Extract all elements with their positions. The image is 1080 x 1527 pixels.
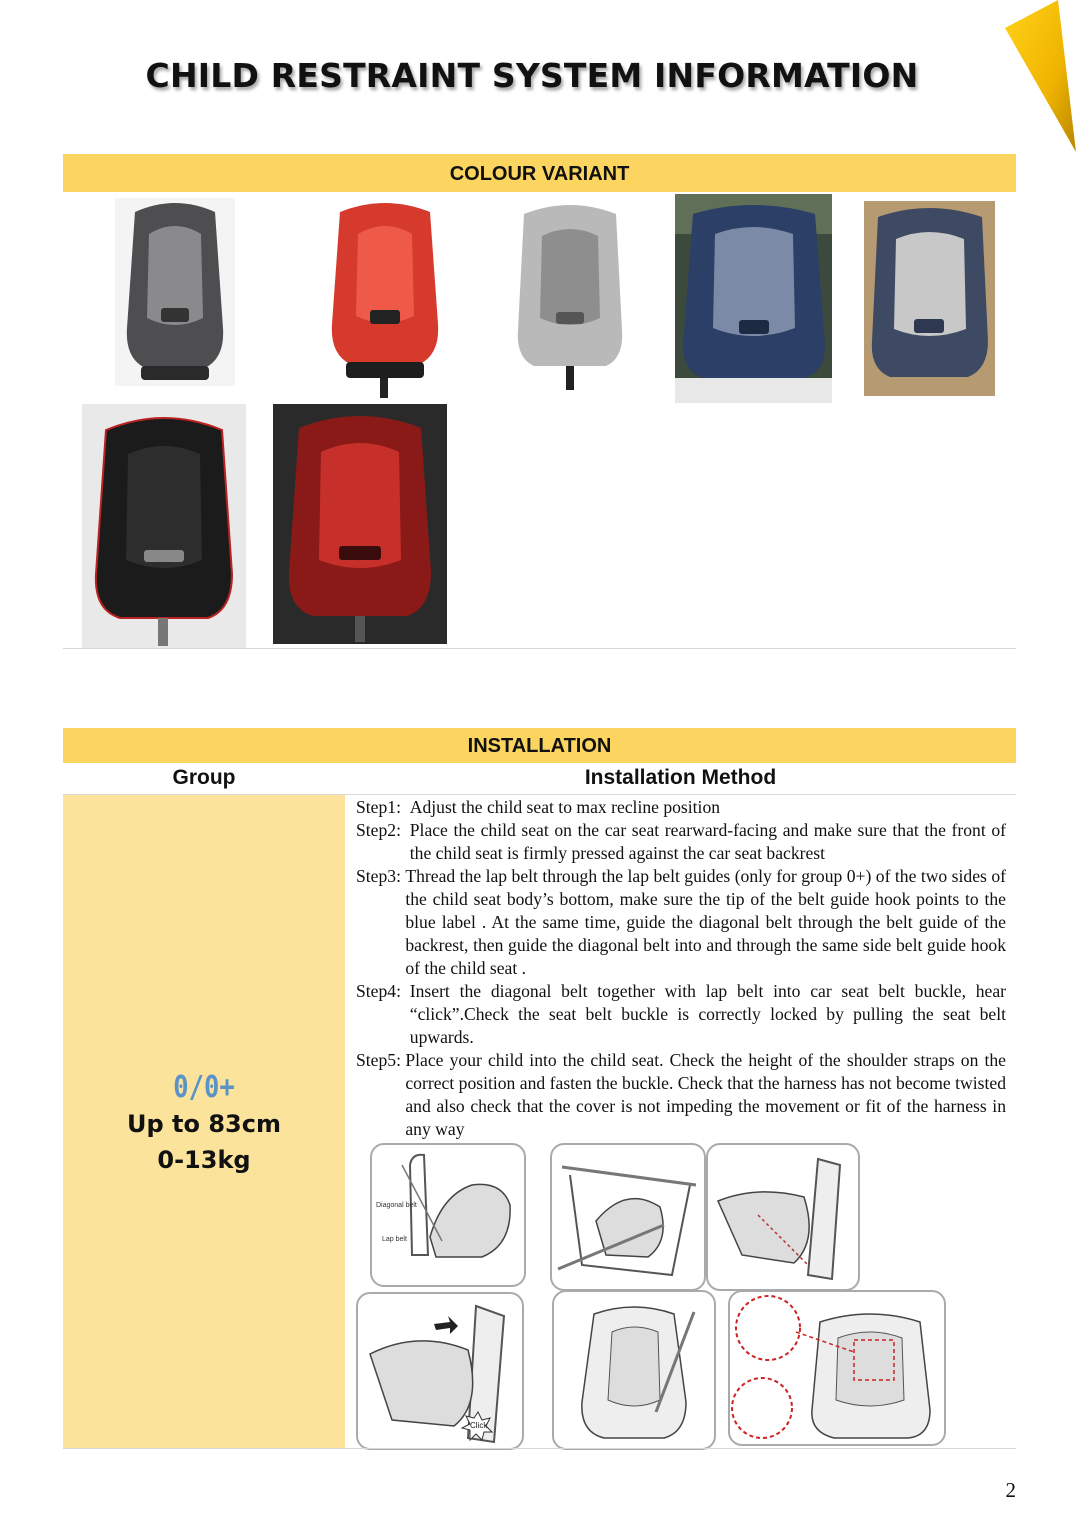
step-label: Step4: [356,981,410,1001]
diagram-step2-a [550,1143,706,1291]
group-height: Up to 83cm [127,1110,281,1138]
step-label: Step5: [356,1050,406,1070]
step-5 [356,1049,1006,1141]
group-column-header: Group [172,766,236,789]
diagram-step4 [356,1292,524,1450]
diagram-step1 [370,1143,526,1287]
step-1 [356,796,1006,819]
step-text: Insert the diagonal belt together with lap belt into car seat belt buckle, hear “click”.Check the seat belt buckle is correctly locked by pulling the seat belt upwards. [409,981,1006,1047]
installation-method-column-header: Installation Method [584,766,777,789]
diagram-label-lap: Lap belt [382,1236,407,1243]
step-2 [356,819,1006,865]
step-label: Step1: [356,797,410,817]
diagram-step5-a [552,1290,716,1450]
step-label: Step3: [356,866,406,886]
step-text: Adjust the child seat to max recline position [409,797,721,817]
step-text: Thread the lap belt through the lap belt guides (only for group 0+) of the two sides of the child seat body’s bottom, make sure the tip of the belt guide hook points to the blue label . At the same time, guide the diagonal belt through the belt guide of the backrest, then guide the diagonal belt into and through the same side belt guide hook of the child seat . [405,866,1006,978]
swatch-dark-blue-grey [864,201,995,396]
page-title: CHILD RESTRAINT SYSTEM INFORMATION [145,56,919,95]
step-label: Step2: [356,820,410,840]
diagram-step2-b [706,1143,860,1291]
diagram-label-click: Click [470,1421,488,1430]
step-text: Place the child seat on the car seat rearward-facing and make sure that the front of the child seat is firmly pressed against the car seat backrest [409,820,1006,863]
installation-steps [356,796,1006,1141]
swatch-black [82,404,246,649]
diagram-step5-b [728,1290,946,1446]
installation-heading: INSTALLATION [63,728,1016,763]
bottom-divider [63,1448,1016,1449]
colour-variant-heading: COLOUR VARIANT [63,154,1016,192]
step-text: Place your child into the child seat. Check the height of the shoulder straps on the correct position and fasten the buckle. Check that the harness has not become twisted and also check that the cover is not impeding the movement or fit of the harness in any way [405,1050,1006,1139]
swatch-grey [105,198,245,386]
page-number: 2 [1005,1478,1016,1502]
swatch-dark-red [273,404,447,644]
group-weight: 0-13kg [157,1146,251,1174]
swatch-navy [675,194,832,403]
swatch-red [320,198,450,398]
group-code: 0/0+ [173,1070,235,1105]
step-3 [356,865,1006,980]
diagram-label-diagonal: Diagonal belt [376,1202,417,1209]
swatch-light-grey [510,200,630,390]
step-4 [356,980,1006,1049]
section-divider [63,648,1016,649]
